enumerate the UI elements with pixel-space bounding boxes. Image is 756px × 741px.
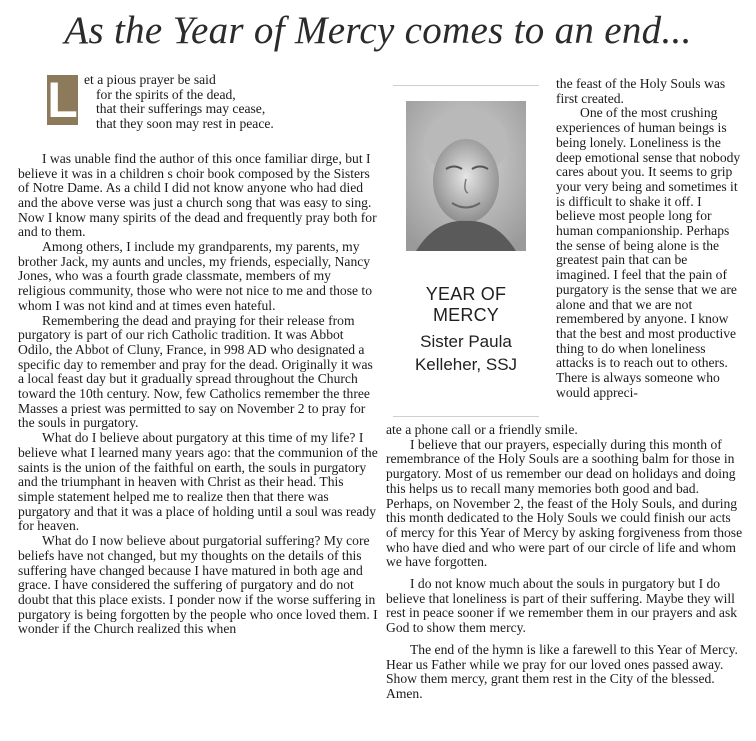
article-column-right <box>556 77 744 400</box>
author-sidebar <box>393 85 539 417</box>
drop-cap: L <box>47 72 78 128</box>
verse-line: for the spirits of the dead, <box>96 86 236 102</box>
verse-line: that their sufferings may cease, <box>96 101 266 117</box>
article-paragraph: What do I believe about purgatory at this time of my life? I believe what I learned many years ago: that the communion of the saints is the union of the faithful on earth, the souls in purgatory and the triumphant in heaven with Christ as their head. This simple statement helped me to realize then that there was purgatory and that it was a place of holding until a soul was ready for heaven. <box>18 430 378 534</box>
article-paragraph: the feast of the Holy Souls was first created. <box>556 76 726 106</box>
article-column-left <box>18 73 378 637</box>
verse-line: that they soon may rest in peace. <box>96 116 274 132</box>
opening-verse <box>47 72 378 132</box>
article-paragraph: I was unable find the author of this once familiar dirge, but I believe it was in a children s choir book composed by the Sisters of Notre Dame. As a child I did not know anyone who had died and the above verse was just a church song that was easy to sing. Now I know many spirits of the dead and frequently pray both for and to them. <box>18 150 377 240</box>
byline-line: Kelleher, SSJ <box>414 355 518 374</box>
author-photo <box>406 101 526 251</box>
article-paragraph: Remembering the dead and praying for their release from purgatory is part of our rich Catholic tradition. It was Abbot Odilo, the Abbot of Cluny, France, in 998 AD who designated a specific day to remember and pray for the dead. Originally it was a local feast day but it gradually spread throughout the Church toward the 10th century. Now, few Catholics remember the three Masses a priest was permitted to say on November 2 to pray for the souls in purgatory. <box>18 312 373 431</box>
article-paragraph: What do I now believe about purgatorial suffering? My core beliefs have not changed, but my thoughts on the details of this suffering have changed because I have matured in both age and grace. I have considered the suffering of purgatory and do not doubt that this place exists. I ponder now if the worse suffering in purgatory is being forgotten by the people who once loved them. I wonder if the Church realized this when <box>18 533 378 637</box>
article-paragraph: Among others, I include my grandparents, my parents, my brother Jack, my aunts and uncles, my friends, especially, Nancy Jones, who was a fourth grade classmate, members of my religious community, those who were not nice to me and those to whom I was not kind and at times even hateful. <box>18 239 372 313</box>
article-paragraph: One of the most crushing experiences of human beings is being lonely. Loneliness is the deep emotional sense that nobody cares about you. It seems to grip your very being and sometimes it is difficult to shake it off. I believe most people long for human companionship. Perhaps the sense of being alone is the greatest pain that can be imagined. I feel that the pain of purgatory is the sense that we are alone and that we are not remembered by anyone. I know that the best and most productive thing to do when loneliness attacks is to reach out to others. There is always someone who would appreci- <box>556 105 741 400</box>
article-paragraph: The end of the hymn is like a farewell to this Year of Mercy. Hear us Father while we pray for our loved ones passed away. Show them mercy, grant them rest in the City of the blessed. Amen. <box>386 641 738 701</box>
article-paragraph: I believe that our prayers, especially during this month of remembrance of the Holy Souls are a soothing balm for those in purgatory. Most of us remember our dead on holidays and doing this helps us to recall many memories both good and bad. Perhaps, on November 2, the feast of the Holy Souls, and during this month dedicated to the Holy Souls we could finish our acts of mercy for this Year of Mercy by asking forgiveness from those who have died and who were part of our circle of life and whom we have forgotten. <box>386 436 743 570</box>
article-paragraph: ate a phone call or a friendly smile. <box>386 422 578 437</box>
article-column-bottom <box>386 423 744 702</box>
article-paragraph: I do not know much about the souls in purgatory but I do believe that loneliness is part of their suffering. Maybe they will rest in peace sooner if we remember them in our prayers and ask God to show them mercy. <box>386 576 738 636</box>
column-kicker: YEAR OF MERCY <box>425 284 507 325</box>
portrait-image <box>406 101 526 251</box>
headline: As the Year of Mercy comes to an end... <box>64 9 692 52</box>
byline-line: Sister Paula <box>420 332 512 351</box>
author-byline <box>393 330 539 376</box>
verse-line: et a pious prayer be said <box>84 72 216 87</box>
